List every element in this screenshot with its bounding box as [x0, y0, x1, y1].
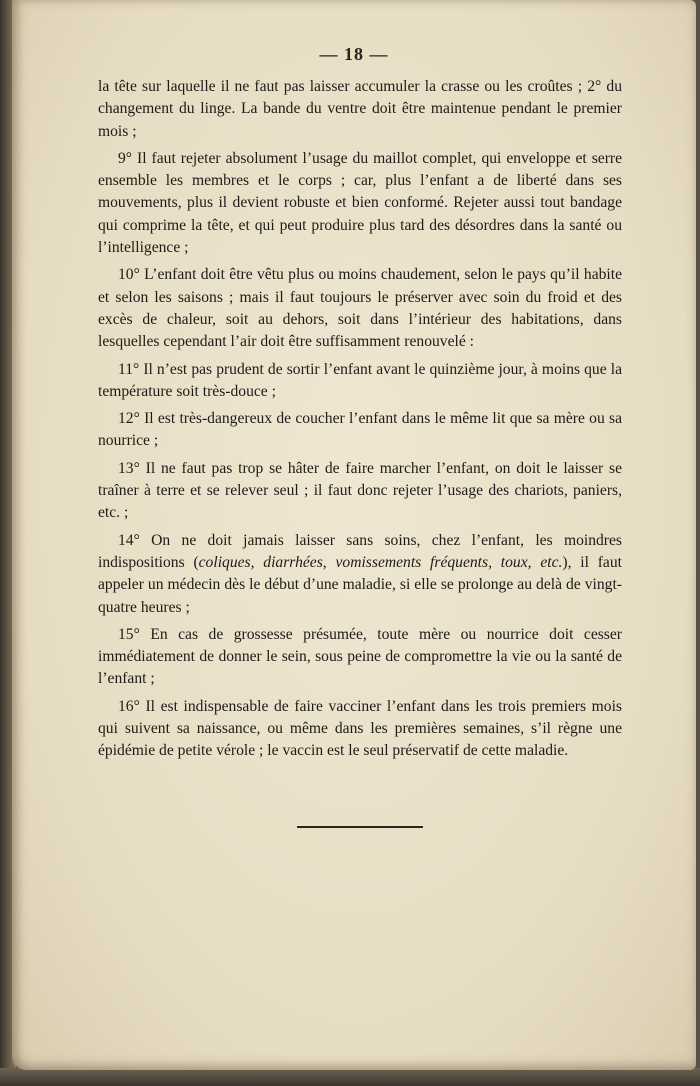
page-text — [98, 76, 622, 768]
paragraph-9: 9° Il faut rejeter absolument l’usage du maillot complet, qui enveloppe et serre ensemble les membres et le corps ; car, plus l’enfant a de liberté dans ses mouvements, plus il devient robuste et bien conformé. Rejeter aussi tout bandage qui comprime la tête, et qui peut produire plus tard des désordres dans la santé ou l’intelligence ; — [98, 149, 622, 257]
page-edge — [0, 1068, 700, 1086]
paragraph-14 — [98, 530, 622, 619]
paragraph-15: 15° En cas de grossesse présumée, toute mère ou nourrice doit cesser immédiatement de donner le sein, sous peine de compromettre la vie ou la santé de l’enfant ; — [98, 625, 622, 688]
paragraph-10: 10° L’enfant doit être vêtu plus ou moins chaudement, selon le pays qu’il habite et selon les saisons ; mais il faut toujours le préserver avec soin du froid et des excès de chaleur, soit au dehors, soit dans l’intérieur des habitations, dans lesquelles cependant l’air doit être suffisamment renouvelé : — [98, 266, 622, 351]
paragraph-13: 13° Il ne faut pas trop se hâter de faire marcher l’enfant, on doit le laisser se traîner à terre et se relever seul ; il faut donc rejeter l’usage des chariots, paniers, etc. ; — [98, 459, 622, 522]
section-divider-rule — [297, 826, 423, 828]
paragraph-continued: la tête sur laquelle il ne faut pas laisser accumuler la crasse ou les croûtes ; 2° du changement du linge. La bande du ventre doit être maintenue pendant le premier mois ; — [98, 78, 622, 140]
paragraph-14-start: 14° On ne doit jamais laisser sans soins, chez l’enfant, les moindres indispositions ( — [98, 531, 622, 571]
paragraph-12: 12° Il est très-dangereux de coucher l’enfant dans le même lit que sa mère ou sa nourrice ; — [98, 410, 622, 450]
paragraph-16: 16° Il est indispensable de faire vacciner l’enfant dans les trois premiers mois qui suivent sa naissance, ou même dans les premières semaines, s’il règne une épidémie de petite vérole ; le vaccin est le seul préservatif de cette maladie. — [98, 697, 622, 760]
paragraph-14-end: ), il faut appeler un médecin dès le début d’une maladie, si elle se prolonge au delà de vingt-quatre heures ; — [98, 553, 622, 616]
paragraph-11: 11° Il n’est pas prudent de sortir l’enfant avant le quinzième jour, à moins que la température soit très-douce ; — [98, 360, 622, 400]
page-number: — 18 — — [319, 44, 389, 64]
paragraph-14-symptoms: coliques, diarrhées, vomissements fréquents, toux, etc. — [198, 553, 563, 571]
book-page — [12, 0, 696, 1070]
